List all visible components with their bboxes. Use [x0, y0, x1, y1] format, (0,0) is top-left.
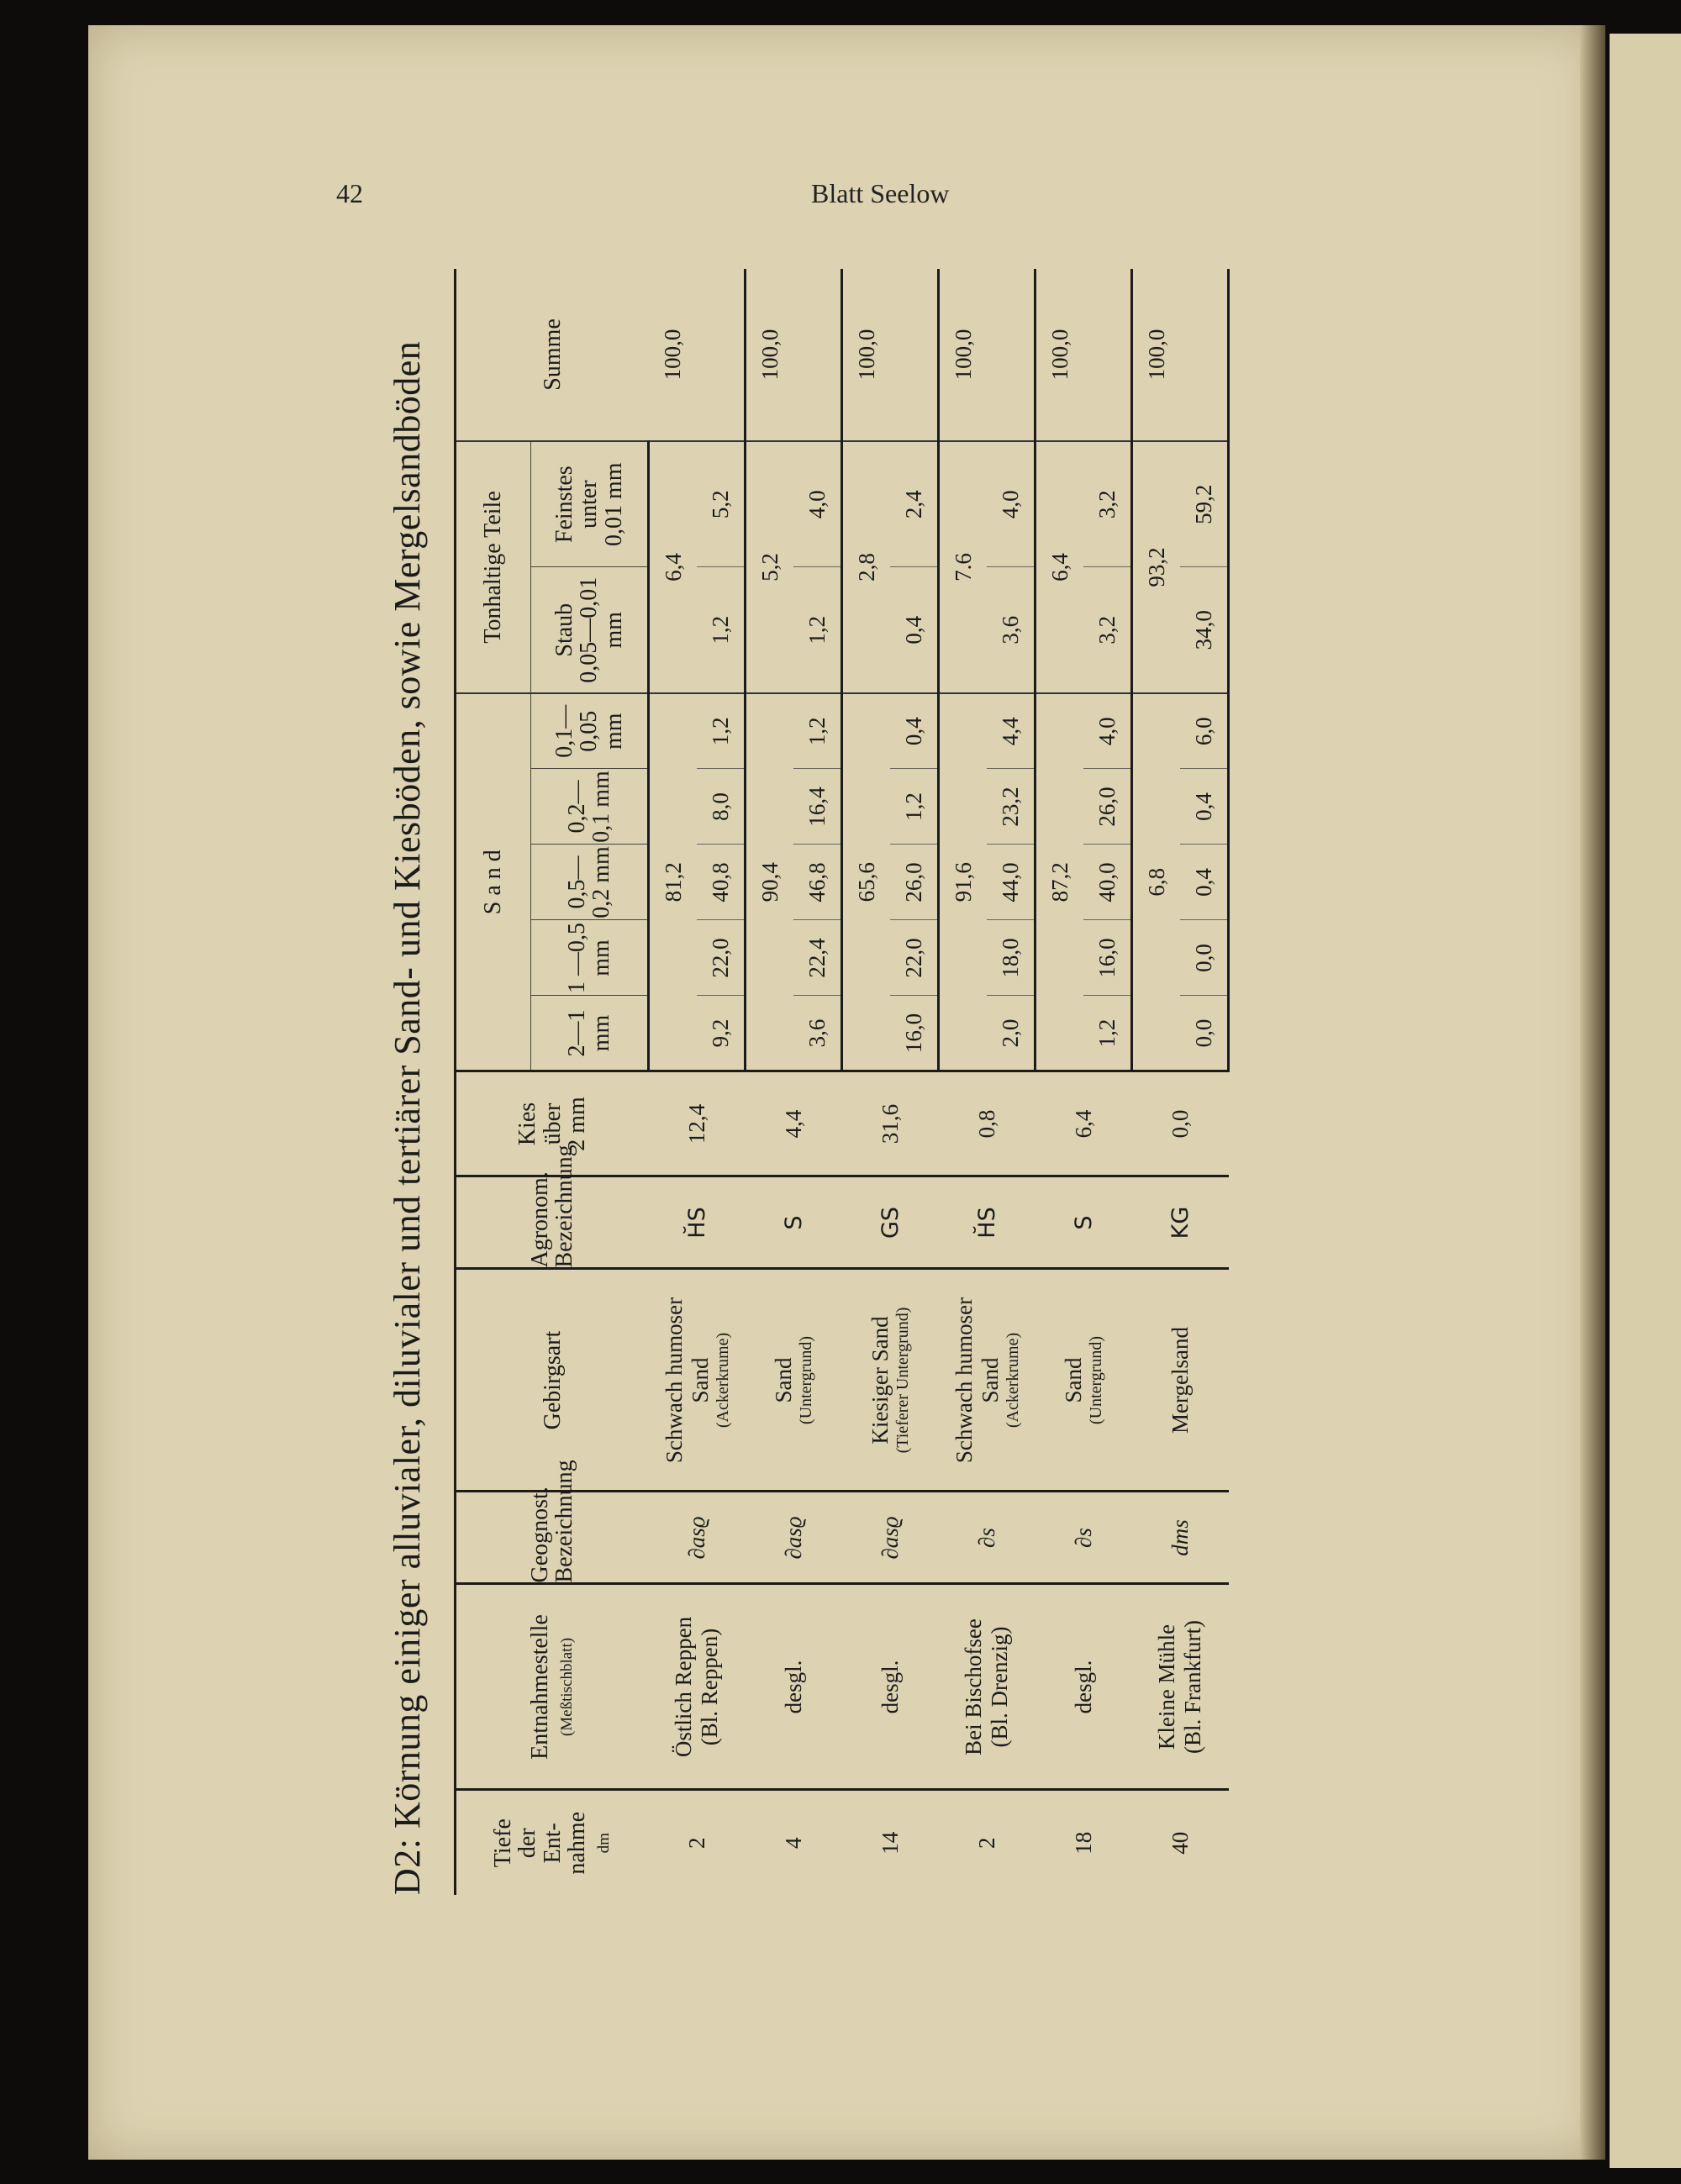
geo-code-cell: ∂asϱ: [746, 1492, 842, 1584]
header-depth: Tiefe der Ent- nahme dm: [456, 1790, 649, 1895]
sand-fraction-cell: 22,0: [890, 920, 939, 996]
rock-sub: (Untergrund): [797, 1335, 815, 1425]
sand-total-cell: 81,2: [649, 693, 698, 1071]
gravel-cell: 12,4: [649, 1071, 746, 1176]
clay-total-cell: 7.6: [939, 441, 988, 693]
sand-fraction-cell: 4,4: [987, 693, 1035, 769]
location-name: Östlich Reppen: [671, 1616, 696, 1758]
location-cell: [746, 1584, 842, 1790]
sand-fraction-cell: 16,0: [890, 996, 939, 1071]
total-cell: 100,0: [746, 269, 794, 441]
total-spacer-cell: [890, 269, 939, 441]
clay-fraction-cell: 59,2: [1180, 441, 1229, 567]
sand-fraction-cell: 26,0: [890, 845, 939, 920]
sand-fraction-cell: 1,2: [793, 693, 842, 769]
sand-fraction-cell: 22,0: [697, 920, 746, 996]
sand-fraction-cell: 0,4: [1180, 845, 1229, 920]
total-cell: 100,0: [649, 269, 698, 441]
sand-fraction-cell: 44,0: [987, 845, 1035, 920]
rock-type-2: Sand: [687, 1357, 713, 1403]
total-spacer-cell: [1083, 269, 1132, 441]
table-row: [649, 269, 698, 1895]
depth-cell: 18: [1070, 1831, 1096, 1855]
geo-code-cell: ∂s: [1035, 1492, 1132, 1584]
total-cell: 100,0: [1035, 269, 1084, 441]
rock-type-cell: [746, 1269, 842, 1492]
sand-fraction-cell: 46,8: [793, 845, 842, 920]
gravel-cell: 0,8: [939, 1071, 1035, 1176]
sand-fraction-cell: 1,2: [697, 693, 746, 769]
header-finest: Feinstes unter 0,01 mm: [531, 441, 649, 567]
sand-fraction-cell: 8,0: [697, 769, 746, 845]
header-location: Entnahmestelle (Meßtischblatt): [456, 1584, 649, 1790]
location-cell: [649, 1584, 746, 1790]
sand-fraction-cell: 0,4: [1180, 769, 1229, 845]
header-rock-type: Gebirgsart: [456, 1269, 649, 1492]
agro-code-cell: KG: [1132, 1176, 1229, 1269]
sand-fraction-cell: 0,0: [1180, 996, 1229, 1071]
sand-fraction-cell: 16,4: [793, 769, 842, 845]
total-spacer-cell: [987, 269, 1035, 441]
clay-total-cell: 5,2: [746, 441, 794, 693]
location-name: Kleine Mühle: [1154, 1624, 1179, 1750]
sand-fraction-cell: 1,2: [890, 769, 939, 845]
rock-type-2: Sand: [977, 1357, 1003, 1403]
depth-cell: 2: [683, 1837, 709, 1849]
sand-fraction-cell: 4,0: [1083, 693, 1132, 769]
agro-code-cell: H̆S: [939, 1176, 1035, 1269]
location-cell: [1132, 1584, 1229, 1790]
clay-total-cell: 93,2: [1132, 441, 1181, 693]
rock-sub: (Ackerkrume): [713, 1332, 732, 1429]
sand-fraction-cell: 22,4: [793, 920, 842, 996]
rock-sub: (Ackerkrume): [1003, 1332, 1022, 1429]
agro-code-cell: GS: [842, 1176, 939, 1269]
location-sheet: (Bl. Frankfurt): [1180, 1620, 1205, 1754]
rock-type-cell: [649, 1269, 746, 1492]
sand-total-cell: 87,2: [1035, 693, 1084, 1071]
sand-total-cell: 65,6: [842, 693, 891, 1071]
clay-fraction-cell: 0,4: [890, 567, 939, 693]
total-cell: 100,0: [939, 269, 988, 441]
agro-code-cell: S: [746, 1176, 842, 1269]
header-silt: Staub 0,05—0,01 mm: [531, 567, 649, 693]
running-title: Blatt Seelow: [811, 178, 950, 208]
sand-fraction-cell: 1,2: [1083, 996, 1132, 1071]
clay-fraction-cell: 3,2: [1083, 441, 1132, 567]
geo-code-cell: ∂asϱ: [842, 1492, 939, 1584]
clay-fraction-cell: 2,4: [890, 441, 939, 567]
clay-total-cell: 6,4: [1035, 441, 1084, 693]
sand-fraction-cell: 3,6: [793, 996, 842, 1071]
table-title: D2: Körnung einiger alluvialer, diluvialer und tertiärer Sand- und Kiesböden, sowie Mergelsandböden: [387, 340, 428, 1895]
total-spacer-cell: [1180, 269, 1229, 441]
total-spacer-cell: [793, 269, 842, 441]
rock-type: Mergelsand: [1167, 1327, 1193, 1434]
rock-sub: (Untergrund): [1087, 1335, 1105, 1425]
header-clay: Tonhaltige Teile: [456, 441, 531, 693]
header-sand-01-005: 0,1— 0,05 mm: [531, 693, 649, 769]
location-cell: [939, 1584, 1035, 1790]
gravel-cell: 31,6: [842, 1071, 939, 1176]
header-sand-1-05: 1 —0,5 mm: [531, 920, 649, 996]
sand-fraction-cell: 0,0: [1180, 920, 1229, 996]
header-agro: Agronom. Bezeichnung: [456, 1176, 649, 1269]
rock-type-cell: [1132, 1269, 1229, 1492]
sand-fraction-cell: 18,0: [987, 920, 1035, 996]
geo-code-cell: ∂s: [939, 1492, 1035, 1584]
clay-fraction-cell: 1,2: [697, 567, 746, 693]
sand-fraction-cell: 9,2: [697, 996, 746, 1071]
sand-total-cell: 91,6: [939, 693, 988, 1071]
header-sand-05-02: 0,5— 0,2 mm: [531, 845, 649, 920]
sand-fraction-cell: 6,0: [1180, 693, 1229, 769]
agro-code-cell: H̆S: [649, 1176, 746, 1269]
header-sand-2-1: 2—1 mm: [531, 996, 649, 1071]
rock-sub: (Tieferer Untergrund): [893, 1307, 912, 1454]
location-name: desgl.: [1070, 1660, 1096, 1714]
agro-code-cell: S: [1035, 1176, 1132, 1269]
header-total: Summe: [456, 269, 649, 441]
sand-fraction-cell: 26,0: [1083, 769, 1132, 845]
sand-fraction-cell: 40,0: [1083, 845, 1132, 920]
gravel-cell: 4,4: [746, 1071, 842, 1176]
total-cell: 100,0: [1132, 269, 1181, 441]
rock-type-cell: [842, 1269, 939, 1492]
table-row: [842, 269, 891, 1895]
clay-fraction-cell: 3,6: [987, 567, 1035, 693]
header-gravel: Kies über 2 mm: [456, 1071, 649, 1176]
location-cell: [842, 1584, 939, 1790]
total-cell: 100,0: [842, 269, 891, 441]
rotated-table-block: [378, 269, 1408, 1895]
header-sand-02-01: 0,2— 0,1 mm: [531, 769, 649, 845]
rock-type-cell: [1035, 1269, 1132, 1492]
location-name: desgl.: [780, 1660, 806, 1714]
depth-cell: 14: [877, 1831, 903, 1855]
depth-cell: 2: [973, 1837, 999, 1849]
table-row: [1132, 269, 1181, 1895]
header-geo: Geognost. Bezeichnung: [456, 1492, 649, 1584]
gravel-cell: 0,0: [1132, 1071, 1229, 1176]
rock-type: Schwach humoser: [951, 1297, 977, 1464]
sand-fraction-cell: 40,8: [697, 845, 746, 920]
sand-fraction-cell: 0,4: [890, 693, 939, 769]
clay-total-cell: 2,8: [842, 441, 891, 693]
rock-type: Schwach humoser: [661, 1297, 687, 1464]
clay-fraction-cell: 4,0: [793, 441, 842, 567]
facing-page-edge: [1610, 34, 1681, 2168]
clay-fraction-cell: 1,2: [793, 567, 842, 693]
rock-type: Kiesiger Sand: [867, 1316, 893, 1445]
location-sheet: (Bl. Drenzig): [987, 1626, 1012, 1748]
gravel-cell: 6,4: [1035, 1071, 1132, 1176]
sand-fraction-cell: 23,2: [987, 769, 1035, 845]
table-row: [1035, 269, 1084, 1895]
depth-cell: 40: [1167, 1831, 1193, 1855]
grain-size-table: [454, 269, 1230, 1895]
location-sheet: (Bl. Reppen): [697, 1628, 722, 1746]
table-row: [746, 269, 794, 1895]
location-name: Bei Bischofsee: [961, 1618, 986, 1755]
sand-total-cell: 6,8: [1132, 693, 1181, 1071]
book-gutter: [1580, 25, 1605, 2160]
clay-total-cell: 6,4: [649, 441, 698, 693]
sand-fraction-cell: 16,0: [1083, 920, 1132, 996]
clay-fraction-cell: 4,0: [987, 441, 1035, 567]
sand-total-cell: 90,4: [746, 693, 794, 1071]
table-row: [939, 269, 988, 1895]
page-number: 42: [336, 178, 363, 208]
rock-type: Sand: [771, 1357, 796, 1403]
geo-code-cell: dms: [1132, 1492, 1229, 1584]
rock-type-cell: [939, 1269, 1035, 1492]
location-cell: [1035, 1584, 1132, 1790]
rock-type: Sand: [1061, 1357, 1086, 1403]
clay-fraction-cell: 34,0: [1180, 567, 1229, 693]
location-name: desgl.: [877, 1660, 903, 1714]
total-spacer-cell: [697, 269, 746, 441]
header-sand: S a n d: [456, 693, 531, 1071]
sand-fraction-cell: 2,0: [987, 996, 1035, 1071]
geo-code-cell: ∂asϱ: [649, 1492, 746, 1584]
clay-fraction-cell: 3,2: [1083, 567, 1132, 693]
clay-fraction-cell: 5,2: [697, 441, 746, 567]
depth-cell: 4: [780, 1837, 806, 1849]
